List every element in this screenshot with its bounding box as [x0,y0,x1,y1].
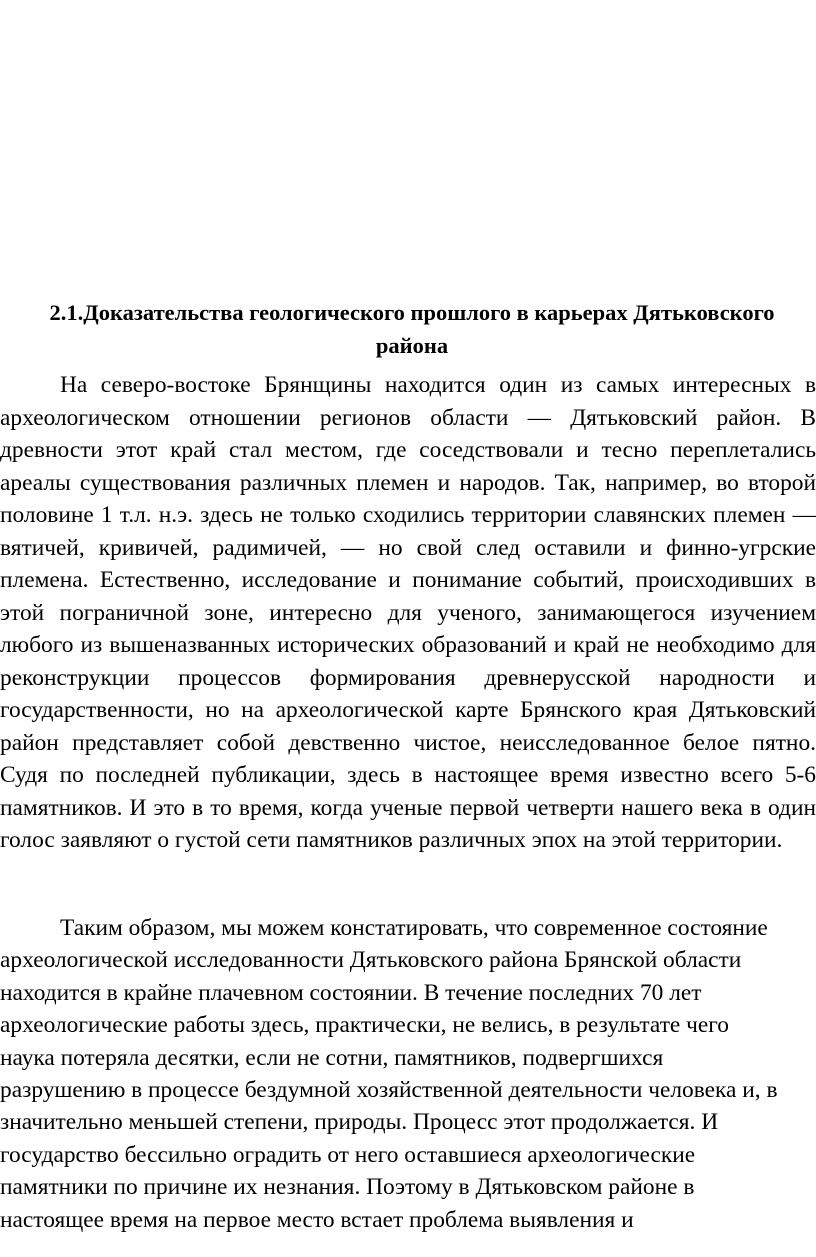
paragraph-2-line: значительно меньшей степени, природы. Процесс этот продолжается. И [0,1109,719,1136]
paragraph-2 [0,912,816,1236]
paragraph-2-line: Таким образом, мы можем констатировать, что современное состояние [60,915,768,941]
section-heading-line-1: 2.1.Доказательства геологического прошлого в карьерах Дятьковского [49,300,775,325]
section-heading [8,296,816,362]
paragraph-2-line: археологические работы здесь, практически, не велись, в результате чего [0,1012,729,1039]
paragraph-1: На северо-востоке Брянщины находится один из самых интересных в археологическом отношении регионов области — Дятьковский район. В древности этот край стал местом, где соседствовали и тесно переплетались ареалы существования различных племен и народов. Так, например, во второй половине 1 т.л. н.э. здесь не только сходились территории славянских племен — вятичей, кривичей, радимичей, — но свой след оставили и финно-угрские племена. Естественно, исследование и понимание событий, происходивших в этой пограничной зоне, интересно для ученого, занимающегося изучением любого из вышеназванных исторических образований и край не необходимо для реконструкции процессов формирования древнерусской народности и государственности, но на археологической карте Брянского края Дятьковский район представляет собой девственно чистое, неисследованное белое пятно. Судя по последней публикации, здесь в настоящее время известно всего 5-6 памятников. И это в то время, когда ученые первой четверти нашего века в один голос заявляют о густой сети памятников различных эпох на этой территории. [0,372,816,853]
paragraph-2-line: археологической исследованности Дятьковского района Брянской области [0,947,742,974]
paragraph-2-line: разрушению в процессе бездумной хозяйственной деятельности человека и, в [0,1077,778,1104]
paragraph-2-line: настоящее время на первое место встает проблема выявления и [0,1206,634,1233]
section-heading-line-2: района [375,333,449,358]
paragraph-2-line: государство бессильно оградить от него оставшиеся археологические [0,1141,696,1168]
paragraph-2-line: находится в крайне плачевном состоянии. В течение последних 70 лет [0,979,702,1006]
paragraph-2-line: памятники по причине их незнания. Поэтому в Дятьковском районе в [0,1174,695,1201]
paragraph-2-line: наука потеряла десятки, если не сотни, памятников, подвергшихся [0,1044,664,1071]
